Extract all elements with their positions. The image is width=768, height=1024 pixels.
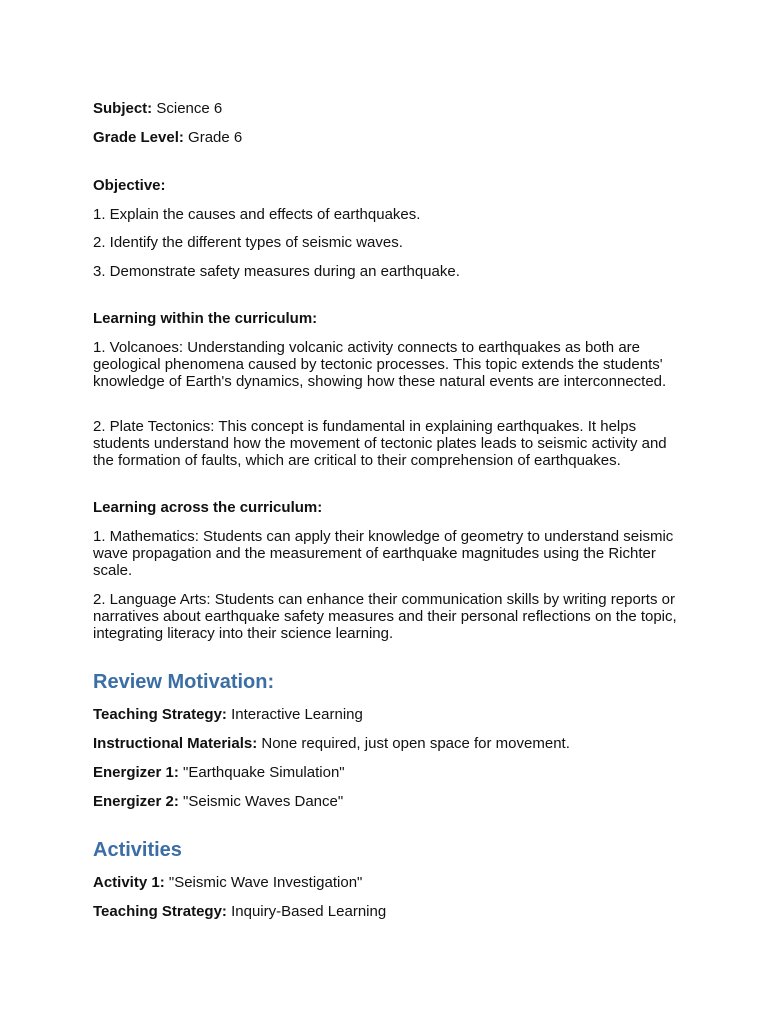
review-strategy-value: Interactive Learning [231, 706, 363, 723]
energizer-1-value: "Earthquake Simulation" [183, 764, 345, 781]
activity-strategy-line [93, 903, 683, 920]
objective-item: 2. Identify the different types of seismic waves. [93, 234, 403, 251]
activity-strategy-label: Teaching Strategy: [93, 903, 227, 920]
grade-level-line [93, 129, 683, 146]
activity-1-value: "Seismic Wave Investigation" [168, 874, 363, 891]
review-motivation-heading: Review Motivation: [93, 671, 275, 693]
within-curriculum-item: 1. Volcanoes: Understanding volcanic activity connects to earthquakes as both are geological phenomena caused by tectonic processes. This topic extends the students' knowledge of Earth's dynamics, showing how these natural events are interconnected. [93, 339, 667, 390]
across-curriculum-heading: Learning across the curriculum: [93, 499, 323, 516]
subject-value: Science 6 [156, 100, 223, 117]
instructional-materials-line [93, 735, 683, 752]
instructional-materials-value: None required, just open space for movement. [261, 735, 570, 752]
across-curriculum-item: 2. Language Arts: Students can enhance their communication skills by writing reports or narratives about earthquake safety measures and their personal reflections on the topic, integrating literacy into their science learning. [93, 591, 677, 642]
activity-1-label: Activity 1: [93, 874, 165, 891]
energizer-1-line [93, 764, 683, 781]
energizer-2-value: "Seismic Waves Dance" [183, 793, 344, 810]
across-curriculum-item: 1. Mathematics: Students can apply their knowledge of geometry to understand seismic wave propagation and the measurement of earthquake magnitudes using the Richter scale. [93, 528, 674, 579]
review-strategy-line [93, 706, 683, 723]
activities-heading: Activities [93, 839, 182, 861]
objective-item: 1. Explain the causes and effects of earthquakes. [93, 206, 421, 223]
within-curriculum-heading: Learning within the curriculum: [93, 310, 318, 327]
objective-item: 3. Demonstrate safety measures during an earthquake. [93, 263, 460, 280]
review-strategy-label: Teaching Strategy: [93, 706, 227, 723]
energizer-2-label: Energizer 2: [93, 793, 179, 810]
instructional-materials-label: Instructional Materials: [93, 735, 258, 752]
activity-strategy-value: Inquiry-Based Learning [231, 903, 387, 920]
objective-heading: Objective: [93, 177, 166, 194]
energizer-2-line [93, 793, 683, 810]
subject-line [93, 100, 683, 117]
subject-label: Subject: [93, 100, 153, 117]
grade-level-label: Grade Level: [93, 129, 184, 146]
energizer-1-label: Energizer 1: [93, 764, 179, 781]
grade-level-value: Grade 6 [188, 129, 243, 146]
within-curriculum-item: 2. Plate Tectonics: This concept is fundamental in explaining earthquakes. It helps students understand how the movement of tectonic plates leads to seismic activity and the formation of faults, which are critical to their comprehension of earthquakes. [93, 418, 667, 469]
activity-1-line [93, 874, 683, 891]
